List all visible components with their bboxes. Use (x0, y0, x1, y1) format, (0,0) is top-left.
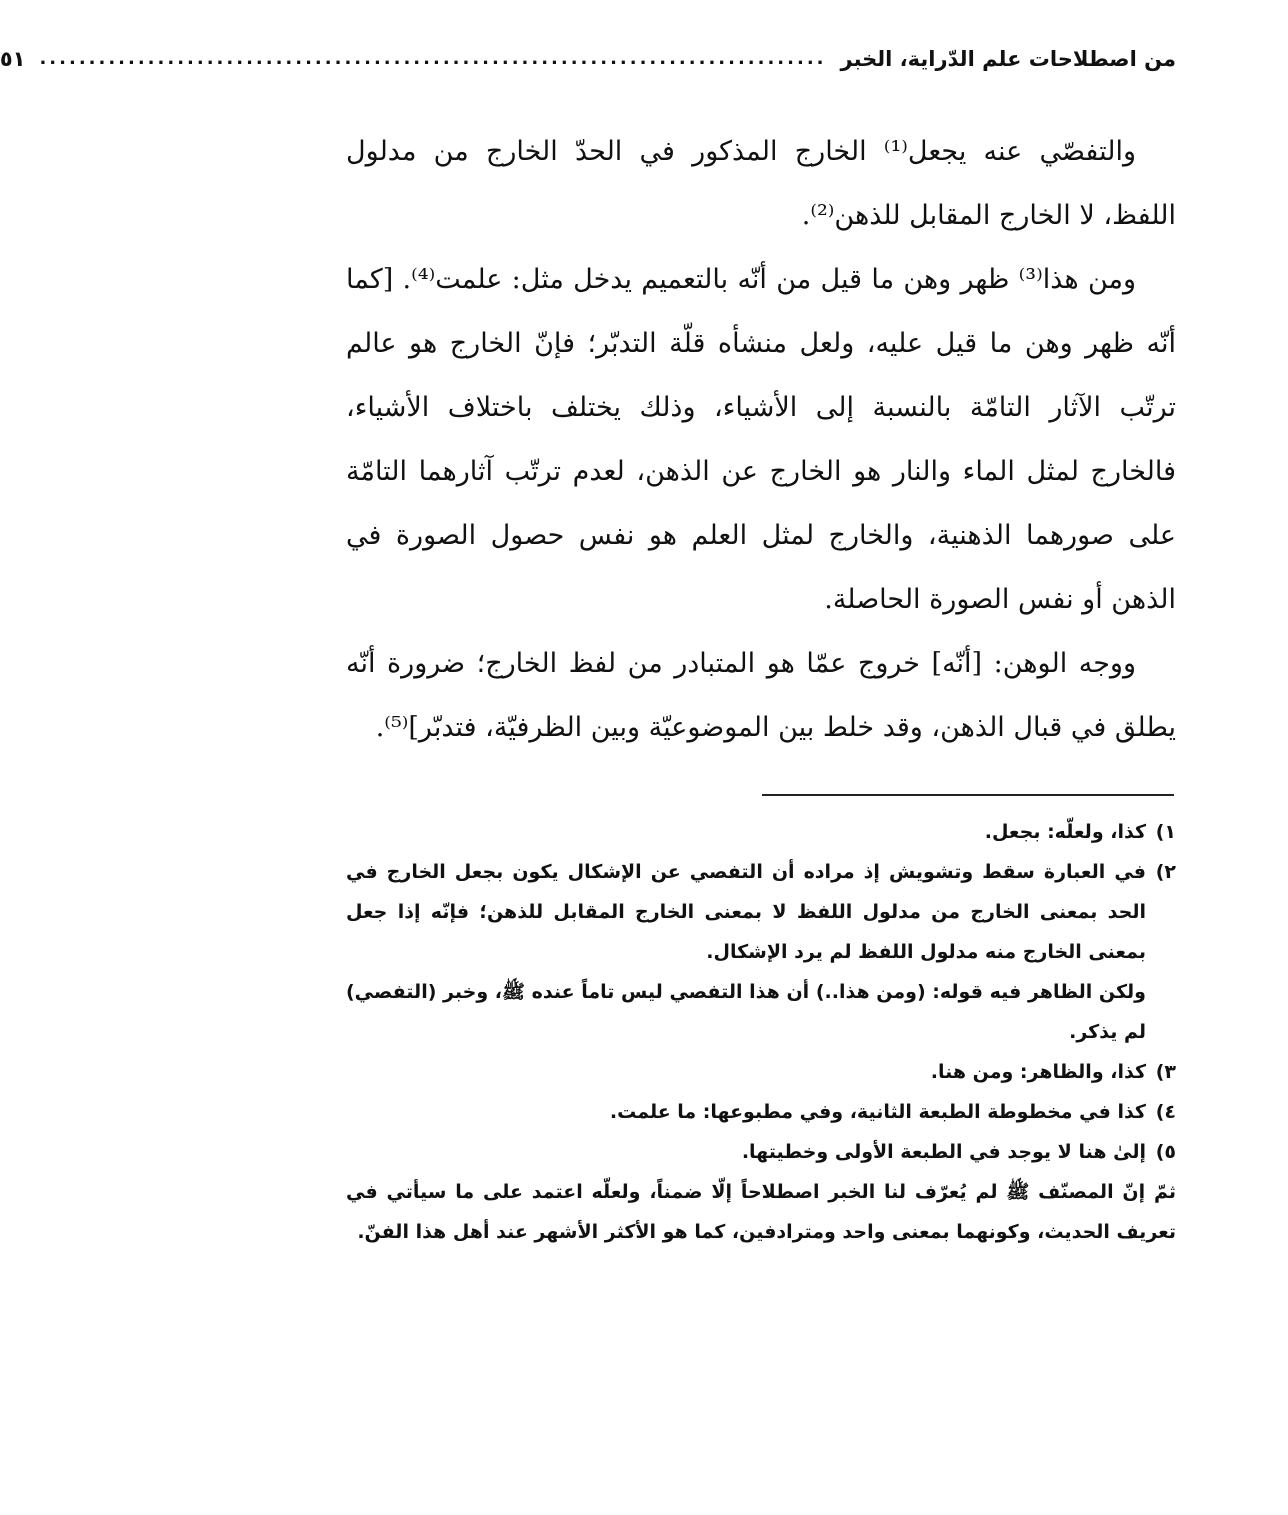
footnote-item (346, 1132, 1176, 1172)
footnote-text (346, 1132, 1146, 1172)
paragraph: ووجه الوهن: [أنّه] خروج عمّا هو المتبادر من لفظ الخارج؛ ضرورة أنّه يطلق في قبال الذهن، وقد خلط بين الموضوعيّة وبين الظرفيّة، فتدبّر]⁽⁵⁾. (346, 648, 1176, 743)
footnote-number: ٣) (1155, 1061, 1176, 1083)
footnote-separator (762, 794, 1174, 796)
running-header (0, 42, 1176, 76)
trailing-note: ثمّ إنّ المصنّف ﷺ لم يُعرّف لنا الخبر اصطلاحاً إلّا ضمناً، ولعلّه اعتمد على ما سيأتي في تعريف الحديث، وكونهما بمعنى واحد ومترادفين، كما هو الأكثر الأشهر عند أهل هذا الفنّ. (346, 1181, 1176, 1243)
footnote-number: ١) (1155, 821, 1176, 843)
footnote-item (346, 1052, 1176, 1092)
footnote-paragraph: كذا، ولعلّه: بجعل. (984, 821, 1146, 843)
footnote-text (346, 1092, 1146, 1132)
paragraph: والتفصّي عنه يجعل⁽¹⁾ الخارج المذكور في الحدّ الخارج من مدلول اللفظ، لا الخارج المقابل للذهن⁽²⁾. (346, 136, 1176, 231)
footnote-item (346, 852, 1176, 1052)
footnotes (346, 812, 1176, 1252)
footnote-text (346, 812, 1146, 852)
footnote-item (346, 812, 1176, 852)
header-title: من اصطلاحات علم الدّراية، الخبر (840, 47, 1176, 71)
page-number: ٥١ (0, 47, 26, 71)
main-text (346, 120, 1176, 760)
footnote-item (346, 1092, 1176, 1132)
footnote-paragraph: ولكن الظاهر فيه قوله: (ومن هذا..) أن هذا التفصي ليس تاماً عنده ﷺ، وخبر (التفصي) لم يذكر. (346, 981, 1146, 1043)
footnote-text (346, 1052, 1146, 1092)
paragraph: ومن هذا⁽³⁾ ظهر وهن ما قيل من أنّه بالتعميم يدخل مثل: علمت⁽⁴⁾. [كما أنّه ظهر وهن ما قيل عليه، ولعل منشأه قلّة التدبّر؛ فإنّ الخارج هو عالم ترتّب الآثار التامّة بالنسبة إلى الأشياء، وذلك يختلف باختلاف الأشياء، فالخارج لمثل الماء والنار هو الخارج عن الذهن، لعدم ترتّب آثارهما التامّة على صورهما الذهنية، والخارج لمثل العلم هو نفس حصول الصورة في الذهن أو نفس الصورة الحاصلة. (346, 264, 1176, 615)
footnote-number: ٤) (1155, 1101, 1176, 1123)
header-dot-leader: ................................................................................ (39, 48, 827, 69)
footnote-paragraph: في العبارة سقط وتشويش إذ مراده أن التفصي عن الإشكال يكون بجعل الخارج في الحد بمعنى الخارج من مدلول اللفظ لا بمعنى الخارج المقابل للذهن؛ فإنّه إذا جعل بمعنى الخارج منه مدلول اللفظ لم يرد الإشكال. (346, 861, 1146, 963)
footnote-paragraph: إلىٰ هنا لا يوجد في الطبعة الأولى وخطيتها. (741, 1141, 1146, 1163)
footnote-paragraph: كذا، والظاهر: ومن هنا. (930, 1061, 1146, 1083)
footnote-text (346, 852, 1146, 1052)
footnote-paragraph: كذا في مخطوطة الطبعة الثانية، وفي مطبوعها: ما علمت. (609, 1101, 1146, 1123)
footnote-number: ٥) (1155, 1141, 1176, 1163)
footnote-number: ٢) (1155, 861, 1176, 883)
